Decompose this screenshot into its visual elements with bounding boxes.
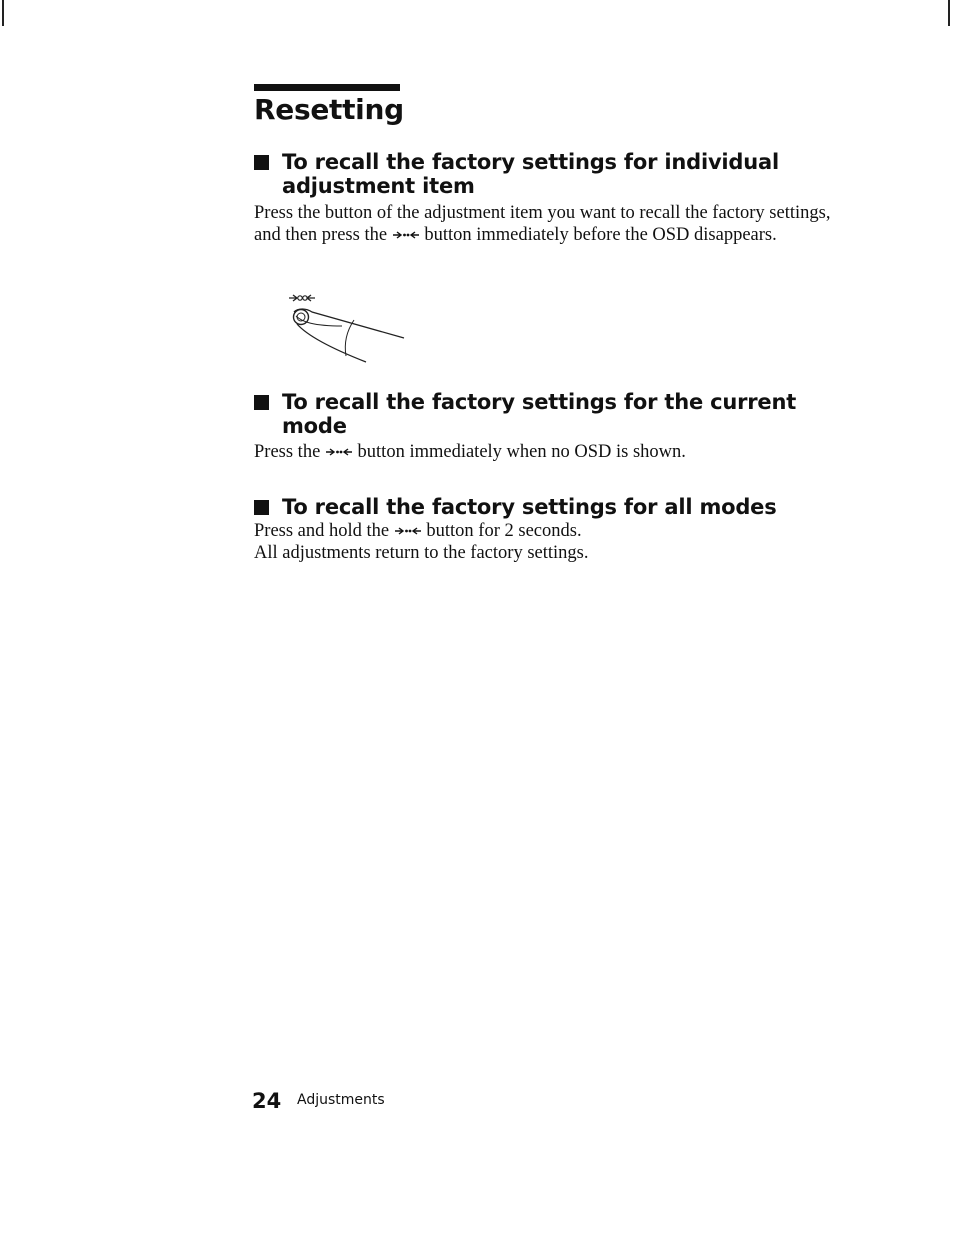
finger-pressing-reset-button-icon <box>280 286 410 368</box>
square-bullet-icon <box>254 395 269 410</box>
square-bullet-icon <box>254 500 269 515</box>
instruction-text: Press and hold the <box>254 521 394 541</box>
instruction-text: Press the button of the adjustment item you want to recall the factory settings, and then press the <box>254 203 831 245</box>
footer-section-name: Adjustments <box>297 1092 385 1108</box>
instruction-text: Press the <box>254 442 325 462</box>
scan-edge-right <box>948 0 950 26</box>
instruction-paragraph <box>254 441 854 463</box>
instruction-text: button immediately before the OSD disappears. <box>419 225 777 245</box>
scan-edge-left <box>2 0 4 26</box>
page-number: 24 <box>252 1089 282 1113</box>
reset-arrows-icon <box>325 447 353 457</box>
page-title: Resetting <box>254 93 404 126</box>
reset-arrows-icon <box>392 230 420 240</box>
section-heading-individual <box>254 150 854 198</box>
section-heading-all-modes <box>254 495 854 519</box>
section-heading-text: To recall the factory settings for individual adjustment item <box>282 150 779 198</box>
square-bullet-icon <box>254 155 269 170</box>
instruction-text: button for 2 seconds. <box>421 521 582 541</box>
instruction-paragraph <box>254 520 854 542</box>
reset-arrows-icon <box>394 526 422 536</box>
result-paragraph: All adjustments return to the factory settings. <box>254 543 589 563</box>
section-heading-current-mode <box>254 390 854 438</box>
section-body-all-modes <box>254 520 854 564</box>
section-heading-text: To recall the factory settings for all modes <box>282 495 777 519</box>
instruction-paragraph <box>254 202 854 246</box>
instruction-text: button immediately when no OSD is shown. <box>352 442 686 462</box>
section-body-individual <box>254 202 854 246</box>
section-heading-text: To recall the factory settings for the current mode <box>282 390 797 438</box>
section-body-current-mode <box>254 441 854 463</box>
